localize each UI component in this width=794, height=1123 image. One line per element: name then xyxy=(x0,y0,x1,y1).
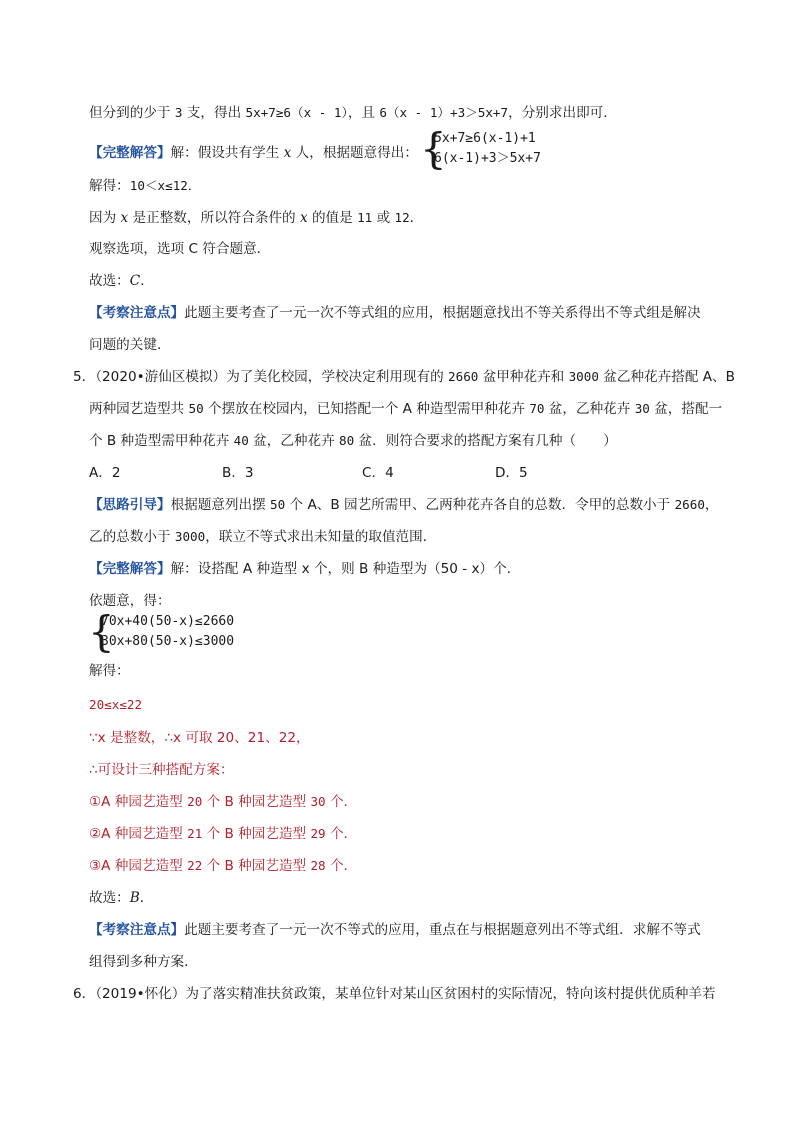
q5-line-3 xyxy=(89,431,617,451)
variable: x xyxy=(299,210,308,226)
number: 2660 xyxy=(674,497,705,512)
text: ，分别求出即可． xyxy=(508,105,617,121)
q5-plan-2 xyxy=(89,824,357,844)
text: 个摆放在校园内，已知搭配一个 A 种造型需甲种花卉 xyxy=(203,401,530,417)
text: 是正整数，所以符合条件的 xyxy=(128,210,300,226)
text: 个 B 种园艺造型 xyxy=(202,794,311,810)
text: 的值是 xyxy=(307,210,358,226)
variable: x xyxy=(120,210,129,226)
note-tag: 【考察注意点】 xyxy=(89,305,185,321)
solution: 20≤x≤22 xyxy=(89,697,143,712)
number: 50 xyxy=(188,401,204,416)
text: 个． xyxy=(325,858,358,874)
q4-note-line xyxy=(89,303,701,323)
text: 此题主要考查了一元一次不等式组的应用，根据题意找出不等关系得出不等式组是解决 xyxy=(184,305,701,321)
text: ． xyxy=(140,273,154,289)
text: ． xyxy=(139,890,154,906)
text: 个． xyxy=(325,794,358,810)
text: 5．（2020•游仙区模拟）为了美化校园，学校决定利用现有的 xyxy=(73,369,449,385)
q5-system-line-1: 70x+40(50-x)≤2660 xyxy=(101,614,235,629)
number: 3 xyxy=(174,105,183,120)
q5-note-line-2: 组得到多种方案． xyxy=(89,954,198,970)
text: 人，根据题意得出： xyxy=(291,145,418,161)
choice: B xyxy=(129,890,140,906)
option-c[interactable]: C．4 xyxy=(362,465,394,481)
text: 或 xyxy=(372,210,395,226)
text: ，联立不等式求出未知量的取值范围． xyxy=(205,529,437,545)
q5-depend-line: 依题意，得： xyxy=(89,593,171,609)
text: 个 B 种造型需甲种花卉 xyxy=(89,433,234,449)
text: 乙的总数小于 xyxy=(89,529,175,545)
text: ， xyxy=(704,497,719,513)
q5-range xyxy=(89,695,142,715)
text: ①A 种园艺造型 xyxy=(89,794,188,810)
number: 21 xyxy=(187,826,203,841)
text: ． xyxy=(409,210,424,226)
option-a[interactable]: A．2 xyxy=(89,465,121,481)
text: 解：假设共有学生 xyxy=(170,145,284,161)
text: 故选： xyxy=(89,890,130,906)
brace-icon: { xyxy=(88,607,115,656)
number: 50 xyxy=(270,497,286,512)
number: 20 xyxy=(187,794,203,809)
inequality: 6（x - 1）+3＞5x+7 xyxy=(379,105,509,120)
text: 因为 xyxy=(89,210,121,226)
number: 30 xyxy=(310,794,326,809)
text: 解得： xyxy=(89,178,130,194)
option-b[interactable]: B．3 xyxy=(222,465,254,481)
text: 两种园艺造型共 xyxy=(89,401,189,417)
text: 盆，乙种花卉 xyxy=(544,401,635,417)
number: 3000 xyxy=(174,529,206,544)
q4-integer-line xyxy=(89,208,423,228)
text: 个 B 种园艺造型 xyxy=(202,858,311,874)
q5-hint-line xyxy=(89,495,719,515)
number: 80 xyxy=(339,433,355,448)
text: 盆甲种花卉和 xyxy=(478,369,569,385)
q5-because-line: ∵x 是整数，∴x 可取 20、21、22， xyxy=(89,730,310,746)
q5-solve-label: 解得： xyxy=(89,663,130,679)
q5-options xyxy=(89,463,528,483)
q5-heading xyxy=(73,367,735,387)
q5-plan-3 xyxy=(89,856,357,876)
text: 支，得出 xyxy=(182,105,246,121)
q4-choose-line xyxy=(89,271,154,291)
note-tag: 【考察注意点】 xyxy=(89,922,185,938)
number: 40 xyxy=(233,433,249,448)
q4-note-line-2: 问题的关键． xyxy=(89,337,171,353)
q5-line-2 xyxy=(89,399,722,419)
option-d[interactable]: D．5 xyxy=(495,465,528,481)
number: 3000 xyxy=(568,369,599,384)
text: 但分到的少于 xyxy=(89,105,175,121)
number: 22 xyxy=(187,858,203,873)
text: 盆，乙种花卉 xyxy=(248,433,340,449)
variable: x xyxy=(283,145,292,161)
inequality: 5x+7≥6（x - 1） xyxy=(245,105,348,120)
text: ，且 xyxy=(347,105,380,121)
q5-note-line xyxy=(89,920,701,940)
q5-plan-1 xyxy=(89,792,357,812)
text: 此题主要考查了一元一次不等式的应用，重点在与根据题意列出不等式组．求解不等式 xyxy=(184,922,701,938)
number: 28 xyxy=(310,858,326,873)
text: ②A 种园艺造型 xyxy=(89,826,188,842)
q4-system-line-2: 6(x-1)+3＞5x+7 xyxy=(434,151,541,166)
text: 解：设搭配 A 种造型 x 个，则 B 种造型为（50 - x）个． xyxy=(170,561,521,577)
answer-tag: 【完整解答】 xyxy=(89,561,171,577)
q4-answer-line xyxy=(89,143,418,163)
text: ③A 种园艺造型 xyxy=(89,858,188,874)
number: 30 xyxy=(634,401,650,416)
q5-hint-line-2 xyxy=(89,527,436,547)
text: 个 B 种园艺造型 xyxy=(202,826,311,842)
number: 11 xyxy=(357,210,373,225)
q5-answer-line xyxy=(89,559,520,579)
number: 70 xyxy=(529,401,545,416)
solution: 10＜x≤12． xyxy=(129,178,201,193)
q4-observe-line: 观察选项，选项 C 符合题意． xyxy=(89,241,271,257)
text: 盆，搭配一 xyxy=(649,401,723,417)
q4-solve-line xyxy=(89,176,200,196)
text: 根据题意列出摆 xyxy=(170,497,271,513)
text: 个． xyxy=(325,826,358,842)
number: 12 xyxy=(394,210,410,225)
number: 2660 xyxy=(448,369,479,384)
q5-choose-line xyxy=(89,888,153,908)
q5-system-line-2: 30x+80(50-x)≤3000 xyxy=(101,634,235,649)
hint-tag: 【思路引导】 xyxy=(89,497,171,513)
q6-heading: 6．（2019•怀化）为了落实精准扶贫政策，某单位针对某山区贫困村的实际情况，特向该村提供优质种羊若 xyxy=(73,986,716,1002)
choice: C xyxy=(129,273,141,289)
q5-therefore-line: ∴可设计三种搭配方案： xyxy=(89,762,234,778)
q4-system-line-1: 5x+7≥6(x-1)+1 xyxy=(434,131,536,146)
q4-analysis-line xyxy=(89,103,617,123)
text: 盆．则符合要求的搭配方案有几种（ ） xyxy=(354,433,617,449)
text: 盆乙种花卉搭配 A、B xyxy=(598,369,735,385)
text: 故选： xyxy=(89,273,130,289)
answer-tag: 【完整解答】 xyxy=(89,145,171,161)
brace-icon: { xyxy=(420,124,447,173)
number: 29 xyxy=(310,826,326,841)
text: 个 A、B 园艺所需甲、乙两种花卉各自的总数．令甲的总数小于 xyxy=(285,497,675,513)
